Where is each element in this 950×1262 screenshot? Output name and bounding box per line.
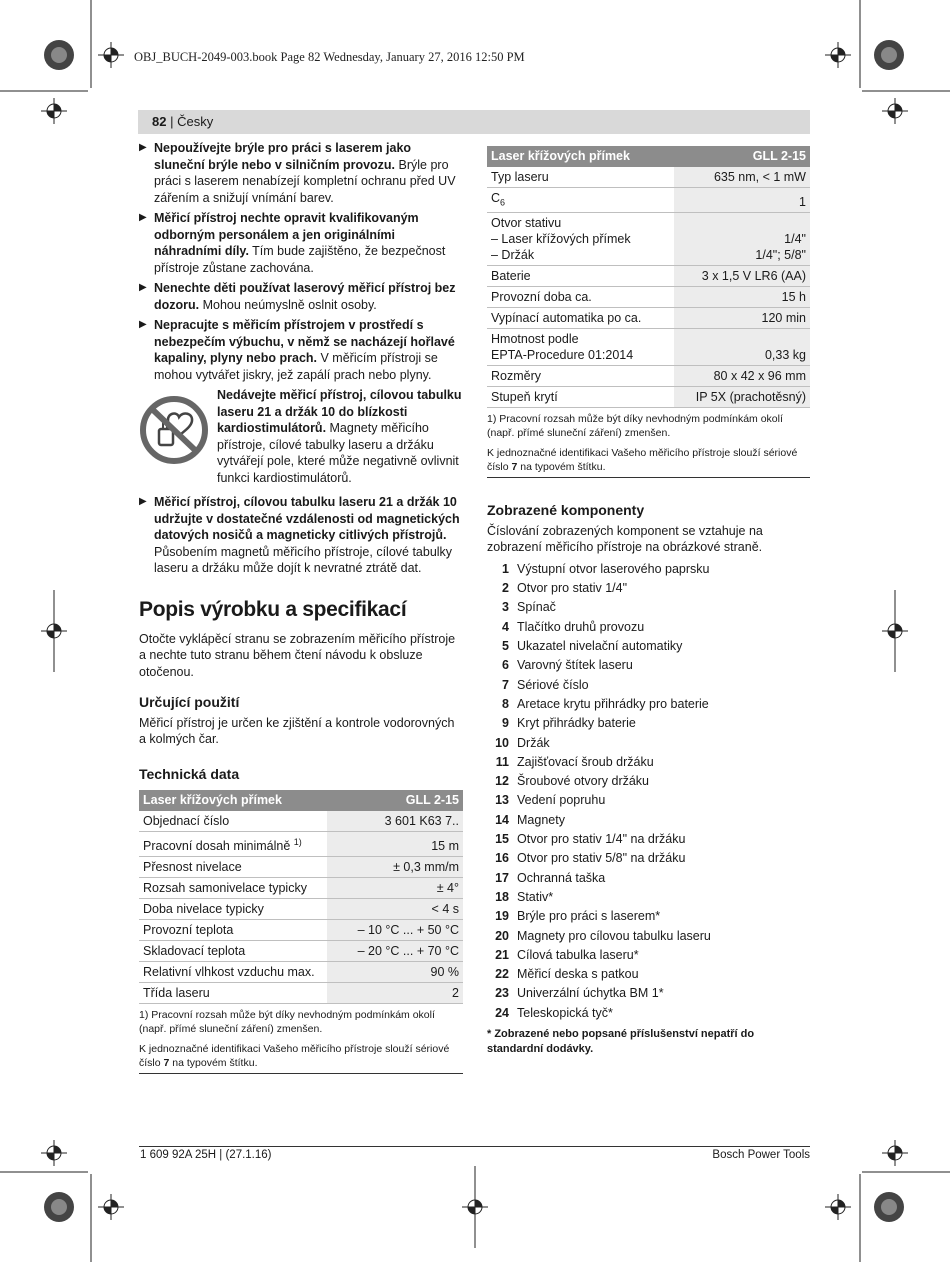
safety-bullet: ▶ Měřicí přístroj, cílovou tabulku laseru 21 a držák 10 udržujte v dostatečné vzdálenosti od magnetických datových nosičů a magneticky citlivých přístrojů. Působením magnetů měřicího přístroje, cílové tabulky laseru a držáku může dojít k nevratné ztrátě dat. bbox=[139, 495, 460, 575]
component-label: Vedení popruhu bbox=[517, 793, 606, 808]
list-item bbox=[487, 560, 810, 579]
component-label: Šroubové otvory držáku bbox=[517, 774, 650, 789]
list-item bbox=[487, 830, 810, 849]
component-label: Varovný štítek laseru bbox=[517, 658, 633, 673]
component-number: 14 bbox=[495, 812, 509, 827]
component-label: Výstupní otvor laserového paprsku bbox=[517, 561, 710, 576]
table-row: Doba nivelace typicky < 4 s bbox=[139, 898, 463, 919]
table-row: Typ laseru 635 nm, < 1 mW bbox=[487, 167, 810, 188]
file-meta-line: OBJ_BUCH-2049-003.book Page 82 Wednesday, January 27, 2016 12:50 PM bbox=[134, 50, 525, 64]
table-row: Vypínací automatika po ca. 120 min bbox=[487, 308, 810, 329]
component-label: Cílová tabulka laseru* bbox=[517, 947, 639, 962]
component-number: 18 bbox=[495, 889, 509, 904]
list-item bbox=[487, 637, 810, 656]
component-number: 24 bbox=[495, 1005, 509, 1020]
table-row: Provozní doba ca. 15 h bbox=[487, 287, 810, 308]
list-item bbox=[487, 656, 810, 675]
intended-use-heading: Určující použití bbox=[139, 694, 240, 710]
table-row: Provozní teplota – 10 °C ... + 50 °C bbox=[139, 919, 463, 940]
spec-table-1 bbox=[139, 790, 463, 1004]
list-item bbox=[487, 598, 810, 617]
component-number: 21 bbox=[495, 947, 509, 962]
table-row: Objednací číslo 3 601 K63 7.. bbox=[139, 811, 463, 832]
component-label: Aretace krytu přihrádky pro baterie bbox=[517, 696, 709, 711]
list-item bbox=[487, 868, 810, 887]
tech-data-heading: Technická data bbox=[139, 765, 240, 782]
list-item bbox=[487, 791, 810, 810]
component-number: 22 bbox=[495, 967, 509, 982]
bullet-triangle-icon: ▶ bbox=[139, 142, 147, 153]
list-item bbox=[487, 617, 810, 636]
table-header-model: GLL 2-15 bbox=[674, 146, 810, 167]
table-row: Baterie 3 x 1,5 V LR6 (AA) bbox=[487, 266, 810, 287]
bullet-triangle-icon: ▶ bbox=[139, 319, 147, 330]
list-item bbox=[487, 752, 810, 771]
list-item bbox=[487, 1003, 810, 1022]
list-item bbox=[487, 675, 810, 694]
intro-text: Otočte vyklápěcí stranu se zobrazením měřicího přístroje a nechte tuto stranu během čtení návodu k obsluze otočenou. bbox=[139, 631, 456, 679]
component-number: 12 bbox=[495, 774, 509, 789]
table-row: Skladovací teplota – 20 °C ... + 70 °C bbox=[139, 940, 463, 961]
pacemaker-warning: Nedávejte měřicí přístroj, cílovou tabulku laseru 21 a držák 10 do blízkosti kardiostimulátorů. Magnety měřicího přístroje, cílové tabulky laseru a držáku vytvářejí pole, které může negativně ovlivnit funkci kardiostimulátorů. bbox=[139, 387, 463, 486]
table-row: Třída laseru 2 bbox=[139, 982, 463, 1003]
component-label: Ochranná taška bbox=[517, 870, 606, 885]
component-label: Otvor pro stativ 1/4" na držáku bbox=[517, 832, 686, 847]
footnote: 1) Pracovní rozsah může být díky nevhodným podmínkám okolí (např. přímé sluneční záření) zmenšen. bbox=[487, 413, 783, 439]
component-number: 7 bbox=[502, 677, 509, 692]
list-item bbox=[487, 579, 810, 598]
list-item bbox=[487, 945, 810, 964]
list-item bbox=[487, 714, 810, 733]
component-number: 15 bbox=[495, 832, 509, 847]
list-item bbox=[487, 810, 810, 829]
list-item bbox=[487, 772, 810, 791]
safety-bullet: ▶ Měřicí přístroj nechte opravit kvalifikovaným odborným personálem a jen originálními náhradními díly. Tím bude zajištěno, že bezpečnost přístroje zůstane zachována. bbox=[139, 211, 446, 275]
component-label: Kryt přihrádky baterie bbox=[517, 716, 636, 731]
table-row: Otvor stativu – Laser křížových přímek – Držák 1/4" 1/4"; 5/8" bbox=[487, 213, 810, 266]
component-label: Stativ* bbox=[517, 889, 554, 904]
serial-note: K jednoznačné identifikaci Vašeho měřicího přístroje slouží sériové číslo 7 na typovém štítku. bbox=[487, 446, 810, 478]
accessory-note: * Zobrazené nebo popsané příslušenství nepatří do standardní dodávky. bbox=[487, 1027, 755, 1055]
component-label: Otvor pro stativ 1/4" bbox=[517, 581, 628, 596]
component-number: 20 bbox=[495, 928, 509, 943]
safety-bullet: ▶ Nepoužívejte brýle pro práci s laserem jako sluneční brýle nebo v silničním provozu. Brýle pro práci s laserem nenabízejí kompletní ochranu před UV zářením a snižují vnímání barev. bbox=[139, 141, 456, 205]
table-row: Rozsah samonivelace typicky ± 4° bbox=[139, 877, 463, 898]
component-label: Sériové číslo bbox=[517, 677, 589, 692]
component-label: Magnety bbox=[517, 812, 565, 827]
footnote: 1) Pracovní rozsah může být díky nevhodným podmínkám okolí (např. přímé sluneční záření) zmenšen. bbox=[139, 1008, 435, 1035]
page-number: 82 bbox=[152, 114, 167, 129]
table-header-label: Laser křížových přímek bbox=[487, 146, 674, 167]
component-label: Tlačítko druhů provozu bbox=[517, 619, 645, 634]
footer-rule bbox=[139, 1146, 810, 1147]
list-item bbox=[487, 695, 810, 714]
language-label: Česky bbox=[177, 114, 214, 129]
components-heading: Zobrazené komponenty bbox=[487, 502, 645, 518]
components-intro: Číslování zobrazených komponent se vztahuje na zobrazení měřicího přístroje na obrázkové straně. bbox=[487, 523, 763, 554]
component-number: 8 bbox=[502, 696, 509, 711]
serial-note: K jednoznačné identifikaci Vašeho měřicího přístroje slouží sériové číslo 7 na typovém štítku. bbox=[139, 1042, 463, 1074]
component-number: 5 bbox=[502, 639, 509, 654]
pacemaker-warning-icon bbox=[139, 395, 209, 465]
table-header-label: Laser křížových přímek bbox=[139, 790, 327, 811]
spec-table-2 bbox=[487, 146, 810, 408]
safety-bullet: ▶ Nepracujte s měřicím přístrojem v prostředí s nebezpečím výbuchu, v němž se nacházejí hořlavé kapaliny, plyny nebo prach. V měřicím přístroji se mohou vytvářet jiskry, jež zapálí prach nebo plyny. bbox=[139, 318, 455, 382]
bullet-triangle-icon: ▶ bbox=[139, 496, 147, 507]
right-column bbox=[487, 146, 810, 1057]
component-number: 10 bbox=[495, 735, 509, 750]
list-item bbox=[487, 984, 810, 1003]
running-header: 82 | Česky bbox=[138, 110, 810, 134]
list-item bbox=[487, 888, 810, 907]
bullet-triangle-icon: ▶ bbox=[139, 282, 147, 293]
component-label: Teleskopická tyč* bbox=[517, 1005, 613, 1020]
component-number: 11 bbox=[495, 754, 509, 769]
list-item bbox=[487, 849, 810, 868]
section-title: Popis výrobku a specifikací bbox=[139, 597, 407, 621]
component-number: 23 bbox=[495, 986, 509, 1001]
list-item bbox=[487, 965, 810, 984]
table-row: $C_6$ 1 bbox=[487, 187, 810, 213]
table-header-model: GLL 2-15 bbox=[327, 790, 463, 811]
table-row: Pracovní dosah minimálně $^{1)}$ 15 m bbox=[139, 831, 463, 856]
components-list bbox=[487, 560, 810, 1023]
component-number: 1 bbox=[502, 561, 509, 576]
footer-doc-number: 1 609 92A 25H | (27.1.16) bbox=[140, 1149, 272, 1161]
component-number: 4 bbox=[502, 619, 509, 634]
list-item bbox=[487, 733, 810, 752]
component-label: Ukazatel nivelační automatiky bbox=[517, 639, 683, 654]
list-item bbox=[487, 926, 810, 945]
table-row: Relativní vlhkost vzduchu max. 90 % bbox=[139, 961, 463, 982]
component-label: Brýle pro práci s laserem* bbox=[517, 909, 661, 924]
component-number: 2 bbox=[502, 581, 509, 596]
table-row: Stupeň krytí IP 5X (prachotěsný) bbox=[487, 387, 810, 408]
component-label: Otvor pro stativ 5/8" na držáku bbox=[517, 851, 686, 866]
intended-use-text: Měřicí přístroj je určen ke zjištění a kontrole vodorovných a kolmých čar. bbox=[139, 715, 455, 746]
component-label: Spínač bbox=[517, 600, 556, 615]
bullet-triangle-icon: ▶ bbox=[139, 212, 147, 223]
component-number: 19 bbox=[495, 909, 509, 924]
component-label: Držák bbox=[517, 735, 550, 750]
list-item bbox=[487, 907, 810, 926]
component-label: Zajišťovací šroub držáku bbox=[517, 754, 654, 769]
component-label: Měřicí deska s patkou bbox=[517, 967, 639, 982]
component-number: 13 bbox=[495, 793, 509, 808]
left-column bbox=[139, 140, 463, 1076]
component-number: 6 bbox=[502, 658, 509, 673]
component-number: 16 bbox=[495, 851, 509, 866]
table-row: Rozměry 80 x 42 x 96 mm bbox=[487, 366, 810, 387]
safety-bullet: ▶ Nenechte děti používat laserový měřicí přístroj bez dozoru. Mohou neúmyslně oslnit osoby. bbox=[139, 281, 456, 312]
component-number: 9 bbox=[502, 716, 509, 731]
table-row: Hmotnost podle EPTA-Procedure 01:2014 0,33 kg bbox=[487, 329, 810, 366]
component-number: 17 bbox=[495, 870, 509, 885]
footer-brand: Bosch Power Tools bbox=[712, 1149, 810, 1161]
component-number: 3 bbox=[502, 600, 509, 615]
component-label: Magnety pro cílovou tabulku laseru bbox=[517, 928, 711, 943]
table-row: Přesnost nivelace ± 0,3 mm/m bbox=[139, 856, 463, 877]
component-label: Univerzální úchytka BM 1* bbox=[517, 986, 664, 1001]
